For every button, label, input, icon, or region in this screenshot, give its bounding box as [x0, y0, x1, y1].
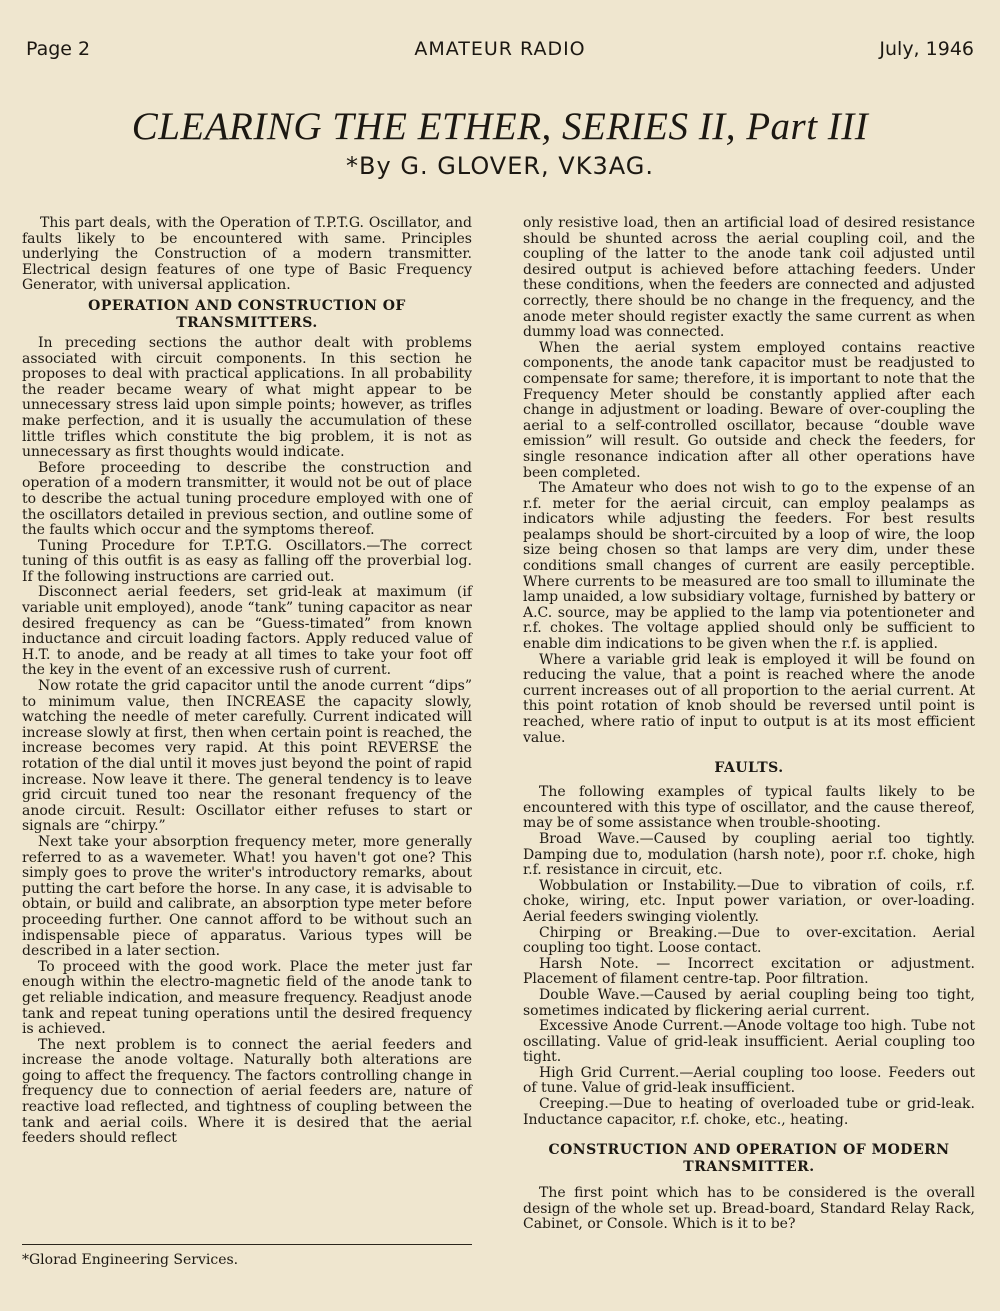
fault-item: Broad Wave.—Caused by coupling aerial too tightly. Damping due to, modulation (harsh note), poor r.f. choke, high r.f. resistance in circuit, etc. — [523, 830, 975, 879]
paragraph: To proceed with the good work. Place the meter just far enough within the electro-magnetic field of the anode tank to get reliable indication, and measure frequency. Readjust anode tank and repeat tuning operations until the desired frequency is achieved. — [22, 958, 472, 1038]
article-title: CLEARING THE ETHER, SERIES II, Part III — [131, 105, 869, 148]
fault-item: Excessive Anode Current.—Anode voltage too high. Tube not oscillating. Value of grid-leak insufficient. Aerial coupling too tight. — [523, 1018, 975, 1066]
section-heading: OPERATION AND CONSTRUCTION OF TRANSMITTERS. — [88, 297, 406, 331]
page-header — [26, 38, 974, 68]
fault-item: Double Wave.—Caused by aerial coupling being too tight, sometimes indicated by flickering aerial current. — [523, 986, 975, 1019]
page-number: Page 2 — [26, 38, 91, 60]
fault-item: Creeping.—Due to heating of overloaded tube or grid-leak. Inductance capacitor, r.f. choke, etc., heating. — [523, 1096, 975, 1128]
paragraph: The first point which has to be considered is the overall design of the whole set up. Bread-board, Standard Relay Rack, Cabinet, or Console. Which is it to be? — [523, 1185, 975, 1233]
issue-date: July, 1946 — [879, 38, 974, 60]
paragraph: Where a variable grid leak is employed it will be found on reducing the value, that a point is reached where the anode current increases out of all proportion to the aerial current. At this point rotation of knob should be reversed until point is reached, where ratio of input to output is at its most efficient value. — [523, 651, 975, 746]
paragraph: The Amateur who does not wish to go to the expense of an r.f. meter for the aerial circuit, can employ pealamps as indicators while adjusting the feeders. For best results pealamps should be short-circuited by a loop of wire, the loop size being chosen so that lamps are very dim, under these conditions small changes of current are easily perceptible. Where currents to be measured are too small to illuminate the lamp unaided, a low subsidiary voltage, furnished by battery or A.C. source, may be applied to the lamp via potentioneter and r.f. chokes. The voltage applied should only be sufficient to enable dim indications to be given when the r.f. is applied. — [523, 480, 975, 653]
fault-item: Harsh Note. — Incorrect excitation or adjustment. Placement of filament centre-tap. Poor filtration. — [523, 955, 975, 988]
right-column — [523, 216, 975, 1233]
fault-item: Chirping or Breaking.—Due to over-excitation. Aerial coupling too tight. Loose contact. — [523, 924, 975, 957]
left-column — [22, 216, 472, 1147]
paragraph: The next problem is to connect the aerial feeders and increase the anode voltage. Naturally both alterations are going to affect the frequency. The factors controlling change in frequency due to connection of aerial feeders are, nature of reactive load reflected, and tightness of coupling between the tank and aerial coils. Where it is desired that the aerial feeders should reflect — [22, 1036, 472, 1147]
paragraph: The following examples of typical faults likely to be encountered with this type of oscillator, and the cause thereof, may be of some assistance when trouble-shooting. — [523, 784, 975, 832]
construction-heading: CONSTRUCTION AND OPERATION OF MODERN TRANSMITTER. — [548, 1142, 950, 1176]
publication-name: AMATEUR RADIO — [414, 38, 586, 60]
fault-item: Wobbulation or Instability.—Due to vibration of coils, r.f. choke, wiring, etc. Input power variation, or over-loading. Aerial feeders swinging violently. — [523, 877, 975, 925]
paragraph: In preceding sections the author dealt with problems associated with circuit components. In this section he proposes to deal with practical applications. In all probability the reader became weary of what might appear to be unnecessary stress laid upon simple points; however, as trifles make perfection, and it is usually the accumulation of these little trifles which constitute the big problem, it is not as unnecessary as first thoughts would indicate. — [22, 334, 472, 461]
article-byline: *By G. GLOVER, VK3AG. — [346, 152, 654, 180]
paragraph: Next take your absorption frequency meter, more generally referred to as a wavemeter. What! you haven't got one? This simply goes to prove the writer's introductory remarks, about putting the cart before the horse. In any case, it is advisable to obtain, or build and calibrate, an absorption type meter before proceeding further. One cannot afford to be without such an indispensable piece of apparatus. Various types will be described in a later section. — [22, 833, 472, 960]
paragraph: Now rotate the grid capacitor until the anode current “dips” to minimum value, then INCREASE the capacity slowly, watching the needle of meter carefully. Current indicated will increase slowly at first, then when certain point is reached, the increase becomes very rapid. At this point REVERSE the rotation of the dial until it moves just beyond the point of rapid increase. Now leave it there. The general tendency is to leave grid circuit tuned too near the resonant frequency of the anode circuit. Result: Oscillator either refuses to start or signals are “chirpy.” — [22, 678, 472, 835]
fault-item: High Grid Current.—Aerial coupling too loose. Feeders out of tune. Value of grid-leak insufficient. — [523, 1064, 975, 1097]
footnote: *Glorad Engineering Services. — [22, 1252, 239, 1268]
paragraph: When the aerial system employed contains reactive components, the anode tank capacitor must be readjusted to compensate for same; therefore, it is important to note that the Frequency Meter should be constantly applied after each change in adjustment or loading. Beware of over-coupling the aerial to a self-controlled oscillator, because “double wave emission” will result. Go outside and check the feeders, for single resonance indication after all other operations have been completed. — [523, 339, 975, 481]
intro-paragraph: This part deals, with the Operation of T.P.T.G. Oscillator, and faults likely to be encountered with same. Principles underlying the Construction of a modern transmitter. Electrical design features of one type of Basic Frequency Generator, with universal application. — [22, 215, 472, 294]
paragraph: Disconnect aerial feeders, set grid-leak at maximum (if variable unit employed), anode “tank” tuning capacitor as near desired frequency as can be “Guess-timated” from known inductance and circuit loading factors. Apply reduced value of H.T. to anode, and be ready at all times to take your foot off the key in the event of an excessive rush of current. — [22, 584, 472, 679]
paragraph: Tuning Procedure for T.P.T.G. Oscillators.—The correct tuning of this outfit is as easy as falling off the proverbial log. If the following instructions are carried out. — [22, 537, 472, 585]
faults-heading: FAULTS. — [714, 760, 784, 777]
footnote-divider — [22, 1244, 472, 1245]
paragraph: Before proceeding to describe the construction and operation of a modern transmitter, it would not be out of place to describe the actual tuning procedure employed with one of the oscillators detailed in previous section, and outline some of the faults which occur and the symptoms thereof. — [22, 459, 472, 539]
paragraph: only resistive load, then an artificial load of desired resistance should be shunted across the aerial coupling coil, and the coupling of the latter to the anode tank coil adjusted until desired output is achieved before attaching feeders. Under these conditions, when the feeders are connected and adjusted correctly, there should be no change in the frequency, and the anode meter should register exactly the same current as when dummy load was connected. — [523, 215, 975, 341]
